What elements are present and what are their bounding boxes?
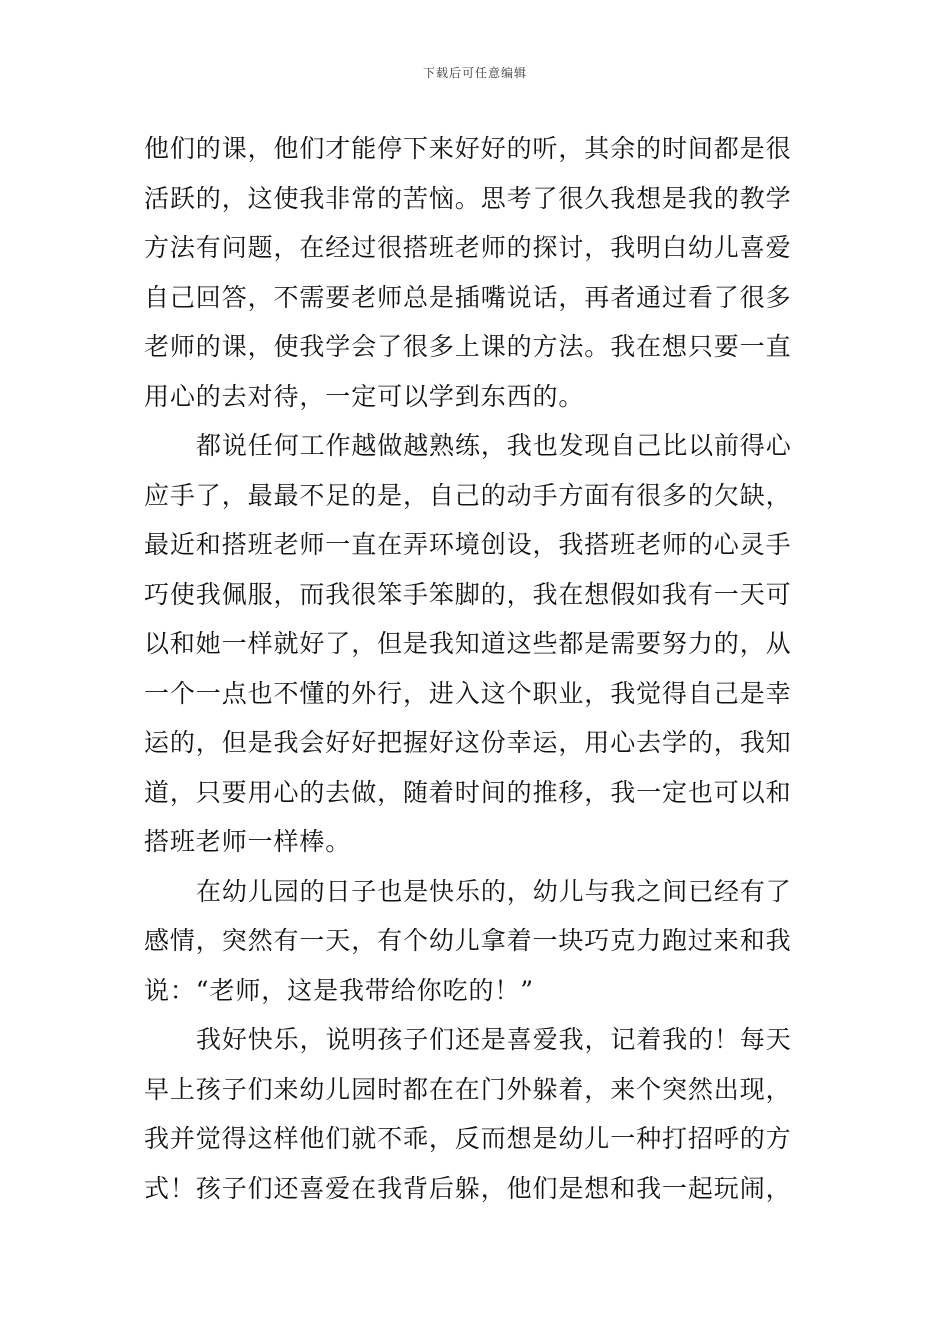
text-line: 最近和搭班老师一直在弄环境创设，我搭班老师的心灵手 [144,530,792,559]
text-line: 他们的课，他们才能停下来好好的听，其余的时间都是很 [144,134,792,163]
text-line: 早上孩子们来幼儿园时都在在门外躲着，来个突然出现， [144,1074,792,1104]
text-line: 方法有问题，在经过很搭班老师的探讨，我明白幼儿喜爱 [144,233,792,262]
text-line: 我并觉得这样他们就不乖，反而想是幼儿一种打招呼的方 [144,1124,792,1153]
text-line: 说：“老师，这是我带给你吃的！” [144,975,534,1005]
text-line: 我好快乐，说明孩子们还是喜爱我，记着我的！每天 [196,1025,792,1054]
text-line: 感情，突然有一天，有个幼儿拿着一块巧克力跑过来和我 [144,926,792,955]
text-line: 道，只要用心的去做，随着时间的推移，我一定也可以和 [144,777,792,807]
text-line: 在幼儿园的日子也是快乐的，幼儿与我之间已经有了 [196,876,792,906]
text-line: 一个一点也不懂的外行，进入这个职业，我觉得自己是幸 [144,678,792,708]
text-line: 运的，但是我会好好把握好这份幸运，用心去学的，我知 [144,728,792,757]
text-line: 都说任何工作越做越熟练，我也发现自己比以前得心 [196,431,792,460]
text-line: 用心的去对待，一定可以学到东西的。 [144,381,585,411]
text-line: 巧使我佩服，而我很笨手笨脚的，我在想假如我有一天可 [144,579,792,609]
text-line: 式！孩子们还喜爱在我背后躲，他们是想和我一起玩闹， [144,1173,792,1203]
text-line: 老师的课，使我学会了很多上课的方法。我在想只要一直 [144,332,792,361]
text-line: 以和她一样就好了，但是我知道这些都是需要努力的，从 [144,629,792,658]
text-line: 应手了，最最不足的是，自己的动手方面有很多的欠缺， [144,480,792,510]
text-line: 自己回答，不需要老师总是插嘴说话，再者通过看了很多 [144,282,792,312]
text-line: 搭班老师一样棒。 [144,827,352,856]
text-line: 活跃的，这使我非常的苦恼。思考了很久我想是我的教学 [144,183,792,213]
page-header: 下载后可任意编辑 [422,66,527,80]
